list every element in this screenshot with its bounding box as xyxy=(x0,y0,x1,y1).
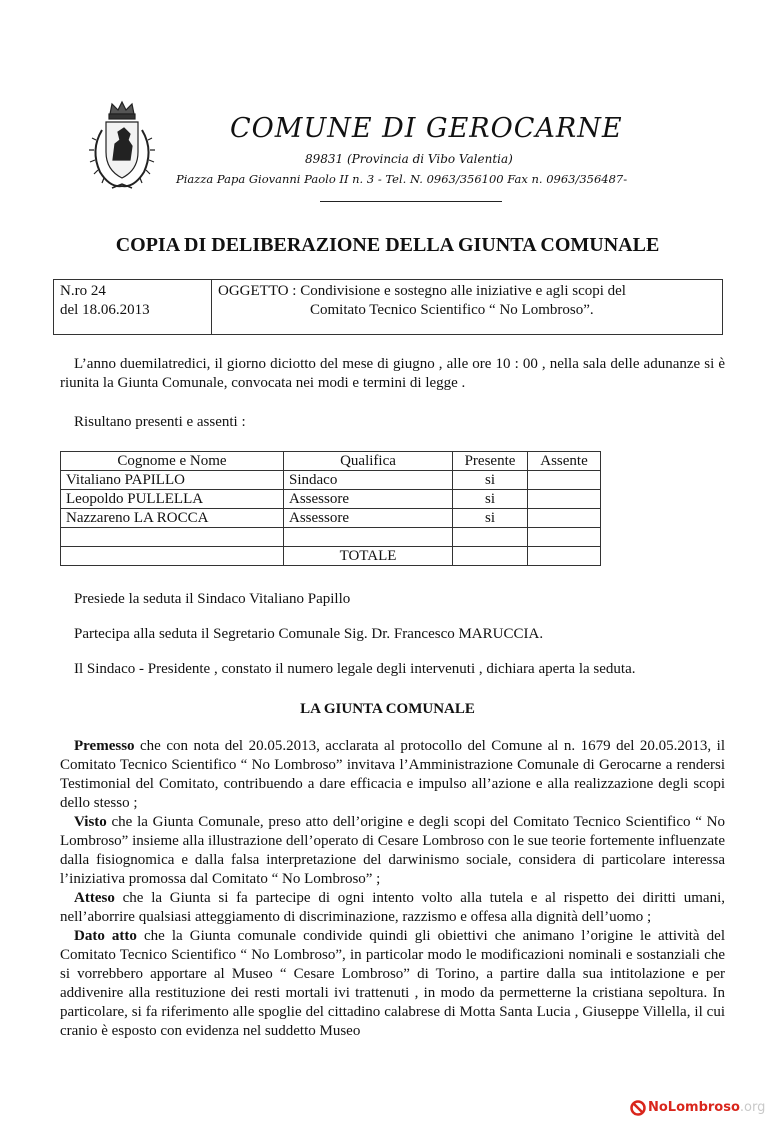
cell-empty xyxy=(528,528,601,547)
body-paragraph xyxy=(60,889,725,927)
cell-qualifica: Assessore xyxy=(284,509,453,528)
paragraph-lead: Premesso xyxy=(74,738,135,754)
watermark-tld: .org xyxy=(739,1100,766,1115)
cell-empty xyxy=(453,528,528,547)
paragraph-text: che la Giunta Comunale, preso atto dell’origine e degli scopi del Comitato Tecnico Scientifico “ No Lombroso” insieme alla illustrazione dell’operato di Cesare Lombroso con le sue teorie fortemente influenzate dalla fisiognomica e dalla falsa interpretazione del darwinismo sociale, considera di particolare interessa l’iniziativa promossa dal Comitato “ No Lombroso” ; xyxy=(60,814,725,887)
cell-qualifica: Sindaco xyxy=(284,471,453,490)
cell-nome: Nazzareno LA ROCCA xyxy=(61,509,284,528)
intro-paragraph: L’anno duemilatredici, il giorno diciotto del mese di giugno , alle ore 10 : 00 , nella sala delle adunanze si è riunita la Giunta Comunale, convocata nei modi e termini di legge . xyxy=(60,356,725,391)
cell-empty xyxy=(453,547,528,566)
paragraph-text: che la Giunta comunale condivide quindi gli obiettivi che animano l’origine le attività del Comitato Tecnico Scientifico “ No Lombroso”, in particolar modo le modificazioni nominali e sostanziali che si vorrebbero apportare al Museo “ Cesare Lombroso” di Torino, a partire dalla sua intitolazione e per addivenire alla restituzione dei resti mortali ivi trattenuti , in modo da permetterne la cristiana sepoltura. In particolare, si fa riferimento alle spoglie del cittadino calabrese di Motta Santa Lucia , Giuseppe Villella, il cui cranio è esposto con evidenza nel suddetto Museo xyxy=(60,928,725,1039)
presiede-line: Presiede la seduta il Sindaco Vitaliano Papillo xyxy=(74,591,351,607)
paragraph-text: che con nota del 20.05.2013, acclarata al protocollo del Comune al n. 1679 del 20.05.2013, il Comitato Tecnico Scientifico “ No Lombroso” invitava l’Amministrazione Comunale di Gerocarne a rendersi Testimonial del Comitato, contribuendo a dare efficacia e impulso all’azione e alla realizzazione degli scopi dello stesso ; xyxy=(60,738,725,811)
attendance-header-row xyxy=(61,452,601,471)
body-paragraph xyxy=(60,927,725,1041)
oggetto-line-2: Comitato Tecnico Scientifico “ No Lombroso”. xyxy=(310,302,594,318)
document-title: COPIA DI DELIBERAZIONE DELLA GIUNTA COMUNALE xyxy=(115,234,660,256)
header-assente: Assente xyxy=(528,452,601,471)
cell-presente: si xyxy=(453,471,528,490)
watermark-text xyxy=(648,1100,765,1115)
deliberation-body xyxy=(60,737,725,1041)
cell-presente: si xyxy=(453,490,528,509)
attendance-table xyxy=(60,451,601,566)
cell-empty xyxy=(284,528,453,547)
no-symbol-icon xyxy=(630,1100,646,1116)
deliberation-date: del 18.06.2013 xyxy=(60,302,150,318)
cell-nome: Vitaliano PAPILLO xyxy=(61,471,284,490)
table-row xyxy=(61,509,601,528)
cell-presente: si xyxy=(453,509,528,528)
body-paragraph xyxy=(60,737,725,813)
reference-number-cell xyxy=(54,280,212,334)
cell-nome: Leopoldo PULLELLA xyxy=(61,490,284,509)
cell-qualifica: Assessore xyxy=(284,490,453,509)
cell-totale-label: TOTALE xyxy=(284,547,453,566)
cell-empty xyxy=(528,547,601,566)
address-line: Piazza Papa Giovanni Paolo II n. 3 - Tel. N. 0963/356100 Fax n. 0963/356487- xyxy=(176,172,628,186)
comune-title: COMUNE DI GEROCARNE xyxy=(230,113,623,144)
header-qualifica: Qualifica xyxy=(284,452,453,471)
reference-subject-cell xyxy=(212,280,722,334)
cap-province-line: 89831 (Provincia di Vibo Valentia) xyxy=(305,152,513,166)
paragraph-lead: Visto xyxy=(74,814,107,830)
cell-assente xyxy=(528,490,601,509)
header-cognome: Cognome e Nome xyxy=(61,452,284,471)
header-presente: Presente xyxy=(453,452,528,471)
header-divider xyxy=(320,201,502,202)
cell-assente xyxy=(528,471,601,490)
attendance-intro: Risultano presenti e assenti : xyxy=(74,414,246,430)
municipal-crest-icon xyxy=(82,100,162,196)
paragraph-lead: Dato atto xyxy=(74,928,137,944)
oggetto-line-1: OGGETTO : Condivisione e sostegno alle iniziative e agli scopi del xyxy=(218,283,626,299)
body-paragraph xyxy=(60,813,725,889)
cell-empty xyxy=(61,547,284,566)
section-title: LA GIUNTA COMUNALE xyxy=(300,701,475,717)
watermark-brand: NoLombroso xyxy=(648,1100,740,1115)
cell-assente xyxy=(528,509,601,528)
watermark xyxy=(628,1098,770,1120)
sindaco-line: Il Sindaco - Presidente , constato il numero legale degli intervenuti , dichiara aperta la seduta. xyxy=(74,661,636,677)
cell-empty xyxy=(61,528,284,547)
paragraph-lead: Atteso xyxy=(74,890,115,906)
paragraph-text: che la Giunta si fa partecipe di ogni intento volto alla tutela e al rispetto dei diritti umani, nell’aborrire qualsiasi atteggiamento di discriminazione, razzismo e offesa alla dignità dell’uomo ; xyxy=(60,890,725,925)
reference-box xyxy=(53,279,723,335)
table-row xyxy=(61,471,601,490)
table-row-totale xyxy=(61,547,601,566)
partecipa-line: Partecipa alla seduta il Segretario Comunale Sig. Dr. Francesco MARUCCIA. xyxy=(74,626,544,642)
deliberation-number: N.ro 24 xyxy=(60,283,106,299)
table-row xyxy=(61,490,601,509)
table-row-empty xyxy=(61,528,601,547)
